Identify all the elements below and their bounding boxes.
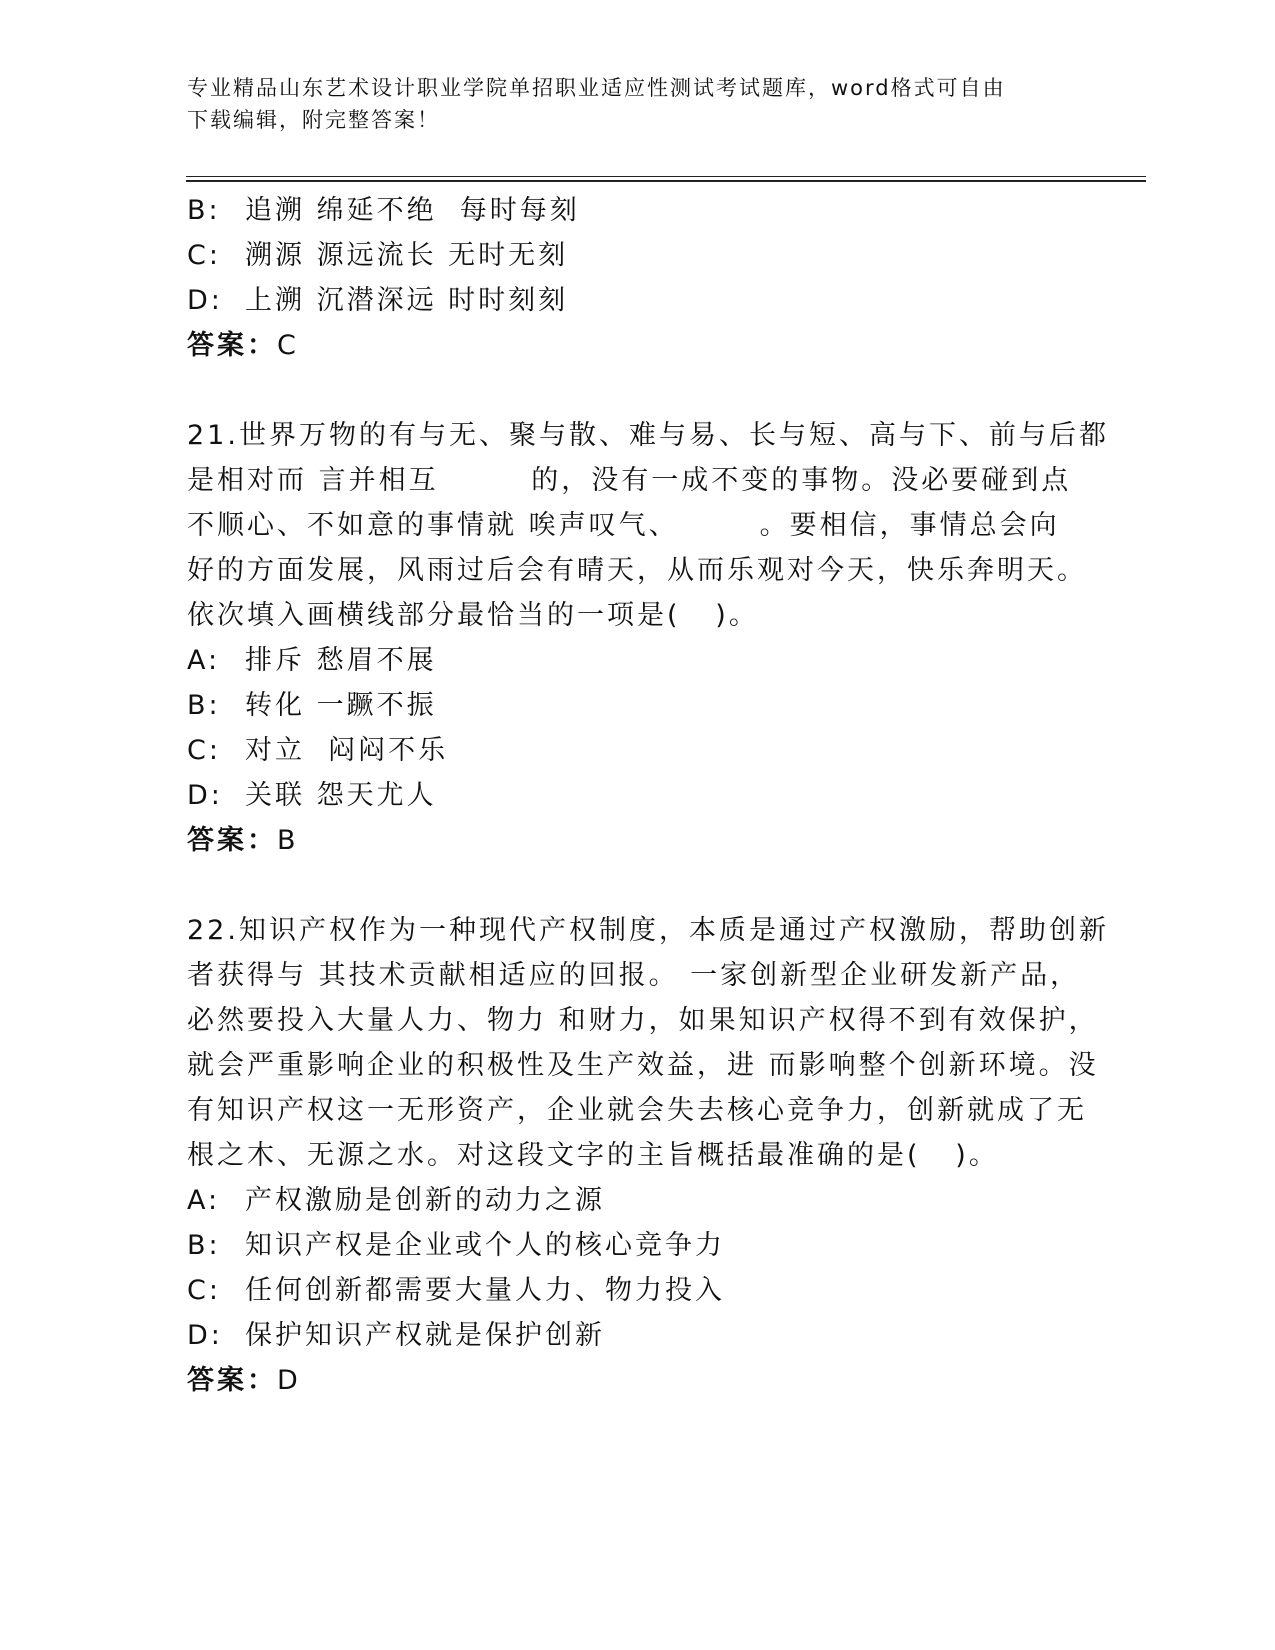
question-text-line: 22.知识产权作为一种现代产权制度，本质是通过产权激励，帮助创新 [187, 915, 1109, 946]
page-header [187, 72, 1077, 136]
option-b: B: 转化 一蹶不振 [187, 690, 437, 721]
option-c: C: 溯源 源远流长 无时无刻 [187, 240, 569, 271]
header-divider [186, 176, 1146, 182]
question-text-line: 依次填入画横线部分最恰当的一项是( )。 [187, 600, 759, 631]
question-text-line: 者获得与 其技术贡献相适应的回报。 一家创新型企业研发新产品， [187, 960, 1081, 991]
option-d: D: 上溯 沉潜深远 时时刻刻 [187, 285, 569, 316]
answer: 答案：C [187, 330, 299, 361]
question-text-line: 根之木、无源之水。对这段文字的主旨概括最准确的是( )。 [187, 1140, 999, 1171]
question-text-line: 是相对而 言并相互 的，没有一成不变的事物。没必要碰到点 [187, 465, 1072, 496]
document-body [187, 188, 1109, 1403]
question-22 [187, 908, 1109, 1403]
question-text-line: 21.世界万物的有与无、聚与散、难与易、长与短、高与下、前与后都 [187, 420, 1109, 451]
prev-question [187, 188, 1087, 368]
answer: 答案：D [187, 1365, 301, 1396]
option-b: B: 知识产权是企业或个人的核心竞争力 [187, 1230, 725, 1261]
option-a: A: 产权激励是创新的动力之源 [187, 1185, 605, 1216]
question-text-line: 必然要投入大量人力、物力 和财力，如果知识产权得不到有效保护， [187, 1005, 1099, 1036]
option-c: C: 任何创新都需要大量人力、物力投入 [187, 1275, 725, 1306]
option-a: A: 排斥 愁眉不展 [187, 645, 437, 676]
header-line-2: 下载编辑，附完整答案！ [187, 108, 440, 132]
question-text-line: 有知识产权这一无形资产，企业就会失去核心竞争力，创新就成了无 [187, 1095, 1087, 1126]
question-text-line: 就会严重影响企业的积极性及生产效益，进 而影响整个创新环境。没 [187, 1050, 1099, 1081]
option-d: D: 保护知识产权就是保护创新 [187, 1320, 605, 1351]
header-line-1: 专业精品山东艺术设计职业学院单招职业适应性测试考试题库，word格式可自由 [187, 76, 1006, 100]
answer: 答案：B [187, 825, 299, 856]
option-d: D: 关联 怨天尤人 [187, 780, 437, 811]
option-b: B: 追溯 绵延不绝 每时每刻 [187, 195, 580, 226]
question-text-line: 不顺心、不如意的事情就 唉声叹气、 。要相信，事情总会向 [187, 510, 1060, 541]
question-text-line: 好的方面发展，风雨过后会有晴天，从而乐观对今天，快乐奔明天。 [187, 555, 1087, 586]
question-21 [187, 413, 1109, 863]
option-c: C: 对立 闷闷不乐 [187, 735, 449, 766]
